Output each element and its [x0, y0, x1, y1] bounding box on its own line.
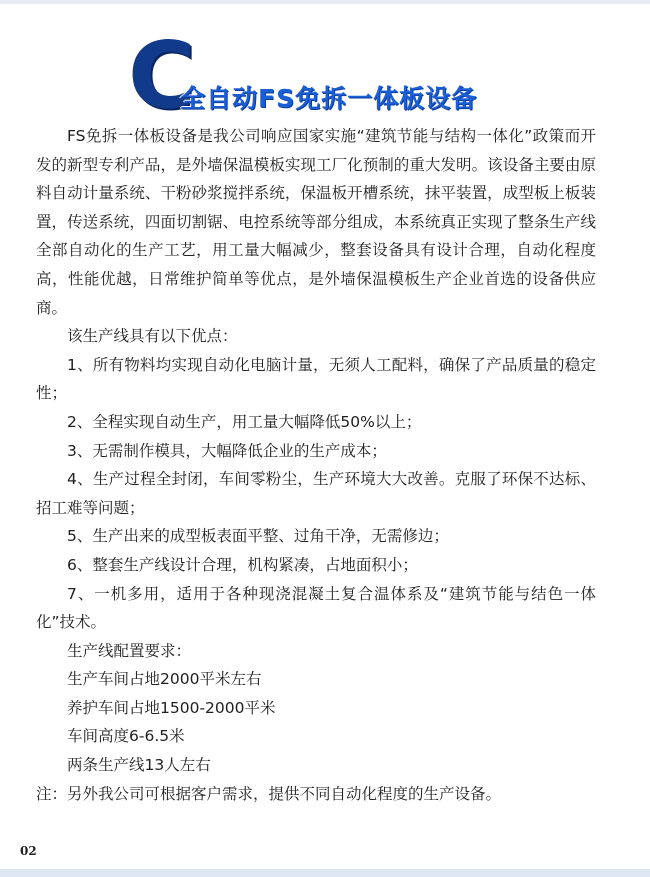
requirement-item: 生产车间占地2000平米左右 [67, 670, 262, 689]
advantage-item: 6、整套生产线设计合理，机构紧凑，占地面积小； [67, 555, 418, 574]
requirements-heading: 生产线配置要求： [67, 641, 192, 660]
advantage-item: 1、所有物料均实现自动化电脑计量，无须人工配料，确保了产品质量的稳定性； [36, 355, 596, 403]
requirement-item: 养护车间占地1500-2000平米 [67, 698, 276, 717]
logo-letter: C [128, 22, 196, 129]
requirement-item: 两条生产线13人左右 [67, 756, 211, 775]
advantage-item: 4、生产过程全封闭，车间零粉尘，生产环境大大改善。克服了环保不达标、招工难等问题； [36, 470, 596, 517]
page-number: 02 [20, 844, 37, 858]
advantage-item: 2、全程实现自动生产，用工量大幅降低50%以上； [67, 412, 422, 431]
page-header [128, 22, 528, 129]
footnote: 注：另外我公司可根据客户需求，提供不同自动化程度的生产设备。 [36, 784, 502, 803]
page-title: 全自动FS免拆一体板设备 [180, 84, 478, 113]
advantages-heading: 该生产线具有以下优点： [67, 327, 238, 346]
document-body [36, 122, 596, 808]
advantage-item: 3、无需制作模具，大幅降低企业的生产成本； [67, 441, 387, 460]
advantage-item: 7、一机多用，适用于各种现浇混凝土复合温体系及“建筑节能与结色一体化”技术。 [36, 584, 596, 632]
page-top-edge [0, 0, 650, 4]
intro-paragraph: FS免拆一体板设备是我公司响应国家实施“建筑节能与结构一体化”政策而开发的新型专利产品，是外墙保温模板实现工厂化预制的重大发明。该设备主要由原料自动计量系统、干粉砂浆搅拌系统，保温板开槽系统，抹平装置，成型板上板装置，传送系统，四面切割锯、电控系统等部分组成，本系统真正实现了整条生产线全部自动化的生产工艺，用工量大幅减少，整套设备具有设计合理，自动化程度高，性能优越，日常维护简单等优点，是外墙保温模板生产企业首选的设备供应商。 [36, 127, 596, 317]
advantage-item: 5、生产出来的成型板表面平整、过角干净，无需修边； [67, 527, 449, 546]
page-bottom-edge [0, 869, 650, 877]
requirement-item: 车间高度6-6.5米 [67, 727, 185, 746]
